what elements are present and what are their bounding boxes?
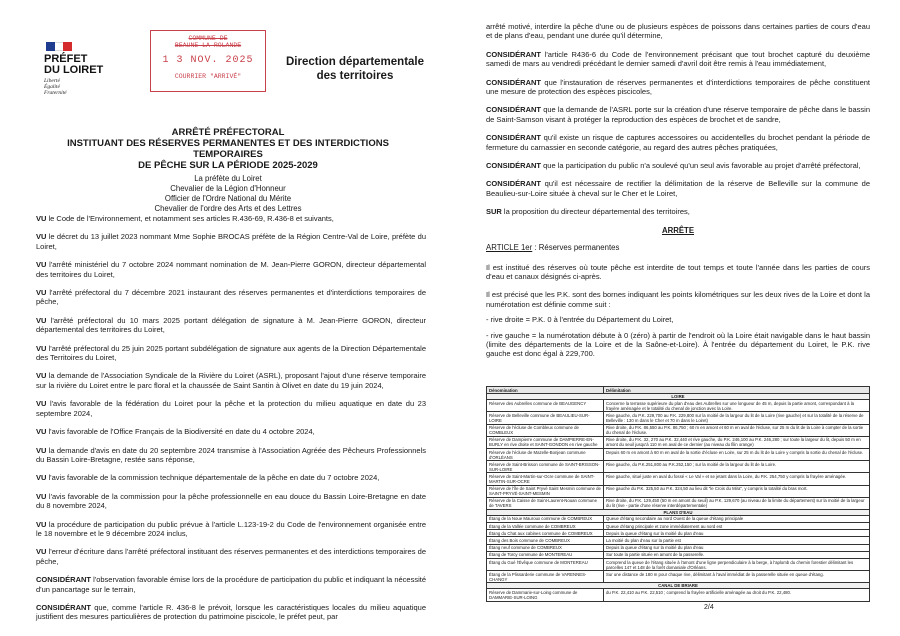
considerants-list	[486, 22, 870, 217]
paragraph	[36, 260, 426, 279]
cell-delimitation: Rive gauche, du P.K. 229,700 au P.K. 229,800 sur la moitié de la largeur du lit de la Loire (rive gauche) et sur la totalité de la réserve de Belleville : 130 m dans le Cher et 70 m dans le Loiret)	[604, 412, 870, 424]
cell-denomination: Réserve de Saint-Martin-sur-Ocre commune de SAINT-MARTIN-SUR-OCRE	[487, 473, 604, 485]
paragraph-text: l'avis favorable de la commission technique départementale de la pêche en date du 7 octobre 2024,	[46, 473, 380, 483]
table-row	[487, 551, 870, 558]
cell-denomination: Étang du Gué l'Évêque commune de MONTEREAU	[487, 559, 604, 571]
paragraph-text: l'arrêté préfectoral du 25 juin 2025 portant subdélégation de signature aux agents de la Direction Départementale des Territoires du Loiret,	[36, 343, 426, 363]
paragraph-text: la proposition du directeur départemental des territoires,	[501, 207, 690, 217]
paragraph	[36, 427, 426, 436]
paragraph-text: la procédure de participation du public prévue à l'article L.123-19-2 du Code de l'environnement organisée entre le 18 novembre et le 9 décembre 2024 inclus,	[36, 519, 426, 538]
cell-delimitation: Comprend la queue de l'étang située à l'amont d'une ligne perpendiculaire à la berge, à l'aplomb du chemin forestier délimitant les parcelles 147 et 148 de la forêt domaniale d'Orléans.	[604, 559, 870, 571]
article-1-paragraph: - rive gauche = la numérotation débute à 0 (zéro) à partir de l'endroit où la Loire était navigable dans le haut bassin (limite des départements de la Loire et de la Saône-et-Loire). À l'entrée du département du Loiret, le P.K. rive gauche est donc égal à 229,700.	[486, 330, 870, 359]
paragraph	[486, 22, 870, 41]
cell-delimitation: Rive gauche, du P.K.251,800 au P.K.252,150 ; sur la moitié de la largeur du lit de la Loire.	[604, 461, 870, 473]
cell-denomination: Étang de Torcy commune de MONTEREAU	[487, 551, 604, 558]
paragraph-keyword: VU	[36, 371, 47, 381]
table-row	[487, 497, 870, 509]
paragraph-keyword: CONSIDÉRANT	[36, 575, 92, 585]
paragraph-text: arrêté motivé, interdire la pêche d'une ou de plusieurs espèces de poissons dans certaines parties de cours d'eau et de plans d'eau, pendant une durée qu'il détermine,	[486, 22, 870, 41]
article-1-paragraph: Il est précisé que les P.K. sont des bornes indiquant les points kilométriques sur les deux rives de la Loire et dont la numérotation est définie comme suit :	[486, 290, 870, 309]
arrete-heading: ARRÊTE	[661, 225, 695, 235]
paragraph-text: la demande de l'Association Syndicale de la Rivière du Loiret (ASRL), proposant l'ajout d'une réserve temporaire sur la rivière du Loiret entre le parc floral et la chaussée de Saint Santin à Olivet en date du 19 juin 2024,	[36, 371, 426, 390]
cell-delimitation: Depuis 60 m en amont à 60 m en aval de la sortie d'écluse en Loire, sur 25 m du lit de la Loire y compris la sortie du chenal de l'écluse.	[604, 448, 870, 460]
paragraph-keyword: VU	[36, 519, 47, 529]
table-row	[487, 571, 870, 583]
cell-denomination: Étang des Bois commune de COMBREUX	[487, 537, 604, 544]
table-row	[487, 530, 870, 537]
paragraph	[36, 344, 426, 363]
paragraph	[36, 603, 426, 622]
paragraph-text: qu'il existe un risque de captures accessoires ou accidentelles du brochet pendant la période de fermeture du carnassier en seconde catégorie, au regard des autres pêches pratiquées,	[486, 133, 870, 152]
cell-denomination: Réserve de l'écluse de Combleux commune de COMBLEUX	[487, 424, 604, 436]
paragraph	[36, 473, 426, 482]
paragraph-text: l'avis favorable de l'Office Français de la Biodiversité en date du 4 octobre 2024,	[46, 427, 315, 437]
header-denomination: Dénomination	[487, 387, 604, 394]
paragraph	[36, 371, 426, 390]
section-title: LOIRE	[487, 394, 870, 400]
prefecture-name: PRÉFET DU LOIRET	[44, 53, 104, 76]
paragraph-text: l'erreur d'écriture dans l'arrêté préfectoral instituant des réserves permanentes et des interdictions temporaires de pêche,	[36, 547, 426, 566]
cell-denomination: Réserve de Dampierre commune de DAMPIERRE-EN-BURLY en rive droite et SAINT-GONDON en rive gauche	[487, 436, 604, 448]
paragraph-text: l'arrêté préfectoral du 10 mars 2025 portant délégation de signature à M. Jean-Pierre GORON, directeur départemental des territoires du Loiret,	[36, 315, 426, 335]
table-row	[487, 523, 870, 530]
cell-denomination: Étang de la Plissarderie commune de VARENNES-CHANGY	[487, 571, 604, 583]
left-column	[0, 0, 438, 636]
article-1-paragraph: Il est institué des réserves où toute pêche est interdite de tout temps et toute l'année dans les parties de cours d'eau et canaux désignés ci-après.	[486, 262, 870, 281]
table-row	[487, 485, 870, 497]
cell-denomination: Réserve de Saint-Brisson commune de SAINT-BRISSON-SUR-LOIRE	[487, 461, 604, 473]
cell-delimitation: Concerne la terrasse supérieure du plan d'eau des Aubrelles sur une longueur de 45 m, depuis la partie amont, correspondant à la frayère aménagée et le totalité du chenal de jonction avec la Loire.	[604, 400, 870, 412]
paragraph-text: qu'il est nécessaire de rectifier la délimitation de la réserve de Belleville sur la commune de Beaulieu-sur-Loire située à cheval sur le Cher et le Loiret,	[486, 179, 870, 198]
republic-motto: Liberté Égalité Fraternité	[44, 78, 67, 96]
cell-denomination: Réserve de l'écluse de Mazelle-Bonjean commune d'ORLÉANS	[487, 448, 604, 460]
paragraph-text: que, comme l'article R. 436-8 le prévoit, lorsque les caractéristiques locales du milieu aquatique justifient des mesures particulières de protection du patrimoine piscicole, le préfet peut, par	[36, 602, 426, 622]
paragraph-text: l'arrêté préfectoral du 7 décembre 2021 instaurant des réserves permanentes et d'interdictions temporaires de pêche,	[36, 288, 426, 307]
reception-stamp: COMMUNE DE BEAUNE LA ROLANDE 1 3 NOV. 2025 COURRIER "ARRIVÉ"	[150, 30, 266, 92]
paragraph-text: l'observation favorable émise lors de la procédure de participation du public et indiquant la nécessité d'un pancartage sur le terrain,	[36, 575, 426, 594]
cell-delimitation: Sur toute la partie située en amont de la passerelle.	[604, 551, 870, 558]
cell-delimitation: du P.K. 22,410 au P.K. 22,510 ; comprend la frayère artificielle aménagée au droit du P.K. 22,480.	[604, 589, 870, 601]
table-row	[487, 559, 870, 571]
table-row	[487, 544, 870, 551]
section-title: CANAL DE BRIARE	[487, 583, 870, 589]
paragraph-keyword: VU	[36, 427, 47, 437]
table-row	[487, 412, 870, 424]
paragraph	[486, 179, 870, 198]
cell-delimitation: Queue d'étang secondaire au nord Ouest de la queue d'étang principale	[604, 515, 870, 522]
paragraph	[486, 207, 870, 216]
cell-denomination: Étang du Chat aux cabines commune de COMBREUX	[487, 530, 604, 537]
paragraph-text: l'avis favorable de la fédération du Loiret pour la pêche et la protection du milieu aquatique en date du 23 septembre 2024,	[36, 399, 426, 418]
cell-denomination: Étang de la Vallée commune de COMBREUX	[487, 523, 604, 530]
paragraph	[36, 232, 426, 251]
paragraph	[36, 547, 426, 566]
paragraph-keyword: VU	[36, 232, 47, 242]
table-header-row	[487, 387, 870, 394]
paragraph-keyword: SUR	[486, 207, 502, 217]
table-row	[487, 400, 870, 412]
paragraph-keyword: CONSIDÉRANT	[486, 105, 542, 115]
paragraph-keyword: VU	[36, 315, 47, 325]
paragraph	[36, 575, 426, 594]
paragraph	[36, 399, 426, 418]
paragraph	[36, 288, 426, 307]
paragraph-text: la demande d'avis en date du 20 septembre 2024 transmise à l'Association Agréée des Pêcheurs Professionnels du Bassin Loire-Bretagne, restée sans réponse,	[36, 445, 426, 464]
paragraph-text: que la participation du public n'a soulevé qu'un seul avis favorable au projet d'arrêté préfectoral,	[541, 161, 861, 171]
cell-delimitation: Depuis la queue d'étang sur la moitié du plan d'eau	[604, 544, 870, 551]
paragraph-keyword: VU	[36, 399, 47, 409]
cell-delimitation: Depuis la queue d'étang sur la moitié du plan d'eau	[604, 530, 870, 537]
paragraph	[36, 316, 426, 335]
paragraph	[36, 520, 426, 539]
paragraph-keyword: VU	[36, 445, 47, 455]
cell-delimitation: Sur une distance de 180 m pour chaque rive, délimitant à l'aval immédiat de la passerelle située en queue d'étang.	[604, 571, 870, 583]
right-text	[486, 22, 870, 368]
visas-list	[36, 214, 426, 631]
cell-denomination: Réserve de Dammarie-sur-Loing commune de DAMMARIE-SUR-LOING	[487, 589, 604, 601]
table-row	[487, 448, 870, 460]
table-row	[487, 537, 870, 544]
cell-delimitation: La moitié du plan d'eau sur la partie est	[604, 537, 870, 544]
table-row	[487, 424, 870, 436]
cell-delimitation: Queue d'étang principale et zone immédiatement au nord est	[604, 523, 870, 530]
page-number: 2/4	[704, 604, 714, 611]
paragraph-keyword: CONSIDÉRANT	[486, 133, 542, 143]
paragraph-keyword: VU	[36, 214, 47, 223]
paragraph-text: le décret du 13 juillet 2023 nommant Mme Sophie BROCAS préfète de la Région Centre-Val de Loire, préfète du Loiret,	[36, 232, 426, 251]
header-delimitation: Délimitation	[604, 387, 870, 394]
cell-denomination: Réserve de Belleville commune de BEAULIEU-SUR-LOIRE	[487, 412, 604, 424]
paragraph-keyword: VU	[36, 288, 47, 298]
paragraph	[36, 446, 426, 465]
paragraph-text: que la demande de l'ASRL porte sur la création d'une réserve temporaire de pêche dans le bassin de Saint-Samson visant à protéger la reproduction des espèces de brochet et de sandre,	[486, 105, 870, 124]
paragraph-text: que l'instauration de réserves permanentes et d'interdictions temporaires de pêche constituent une mesure de protection des espèces piscicoles,	[486, 77, 870, 97]
article-1-heading: ARTICLE 1er : Réserves permanentes	[486, 243, 620, 253]
paragraph-keyword: CONSIDÉRANT	[36, 602, 92, 612]
cell-delimitation: Rive gauche du P.K. 325,50 au P.K. 324,50 au lieu dit "le Crois du Mira", y compris la totalité du bras mort.	[604, 485, 870, 497]
paragraph-keyword: VU	[36, 491, 47, 501]
paragraph-keyword: CONSIDÉRANT	[486, 49, 542, 59]
paragraph-text: le Code de l'Environnement, et notamment ses articles R.436-69, R.436-8 et suivants,	[46, 214, 334, 223]
section-title: PLANS D'EAU	[487, 509, 870, 515]
paragraph-keyword: VU	[36, 343, 47, 353]
paragraph	[486, 133, 870, 152]
paragraph-text: l'avis favorable de la commission pour la pêche professionnelle en eau douce du Bassin Loire-Bretagne en date du 8 novembre 2024,	[36, 491, 426, 511]
cell-delimitation: Rive droite, du P.K. 129,450 (50 m en amont du seuil) au P.K. 129,670 (au niveau de la limite du département) sur la moitié de la largeur du lit (rive - partie d'une réserve interdépartementale)	[604, 497, 870, 509]
paragraph	[486, 50, 870, 69]
table-row	[487, 473, 870, 485]
table-row	[487, 589, 870, 601]
marianne-flag-icon	[46, 42, 72, 51]
cell-delimitation: Rive gauche, situé juste en aval du fossé « Le Val » et se jetant dans la Loire, du P.K. 254,750 y compris la frayère aménagée.	[604, 473, 870, 485]
paragraph-keyword: CONSIDÉRANT	[486, 161, 542, 171]
paragraph-keyword: VU	[36, 547, 47, 557]
paragraph-text: l'article R436-6 du Code de l'environnement précisant que tout brochet capturé du deuxième samedi de mars au vendredi précédant le dernier samedi d'avril doit être remis à l'eau immédiatement,	[486, 49, 870, 69]
table-row	[487, 515, 870, 522]
paragraph	[486, 161, 870, 170]
cell-delimitation: Rive droite, du P.K. 86,550 au P.K. 86,750 ; 60 m en amont et 60 m en aval de l'écluse, sur 25 m du lit de la Loire à compter de la sortie du chenal de l'écluse.	[604, 424, 870, 436]
table-row	[487, 461, 870, 473]
right-column	[452, 0, 890, 636]
paragraph	[36, 492, 426, 511]
reserves-table	[486, 386, 870, 602]
paragraph-keyword: VU	[36, 473, 47, 483]
cell-denomination: Étang de la Noue Mauroux commune de COMBREUX	[487, 515, 604, 522]
paragraph-text: l'arrêté ministériel du 7 octobre 2024 nommant nomination de M. Jean-Pierre GORON, directeur départemental des territoires du Loiret,	[36, 260, 426, 279]
issuing-direction: Direction départementale des territoires	[285, 56, 425, 82]
table-row	[487, 436, 870, 448]
document-title: ARRÊTÉ PRÉFECTORAL INSTITUANT DES RÉSERVES PERMANENTES ET DES INTERDICTIONS TEMPORAIRES DE PÊCHE SUR LA PÉRIODE 2025-2029	[67, 127, 389, 171]
paragraph	[36, 214, 426, 223]
cell-denomination: Étang neuf commune de COMBREUX	[487, 544, 604, 551]
cell-denomination: Réserve des Aubrelles commune de BEAUGENCY	[487, 400, 604, 412]
paragraph-keyword: CONSIDÉRANT	[486, 77, 542, 87]
paragraph	[486, 105, 870, 124]
article-1-paragraph: - rive droite = P.K. 0 à l'entrée du Département du Loiret,	[486, 315, 674, 325]
cell-denomination: Réserve de la Caisse de Saint-Laurent-Nouan commune de TAVERS	[487, 497, 604, 509]
paragraph	[486, 78, 870, 97]
cell-delimitation: Rive droite, du P.K. 32, 270 au P.K. 32,440 et rive gauche, du P.K. 246,100 au P.K. 246,280 ; sur toute la largeur du lit, depuis 50 m en amont du seuil jusqu'à 110 m en aval de ce dernier (au niveau du filin orange)	[604, 436, 870, 448]
paragraph-keyword: CONSIDÉRANT	[486, 179, 542, 189]
paragraph-keyword: VU	[36, 260, 47, 270]
prefecture-logo	[44, 42, 103, 96]
cell-denomination: Réserve de l'île de Saint Pryvé Saint Mesmin commune de SAINT-PRYVÉ-SAINT-MESMIN	[487, 485, 604, 497]
prefect-intro: La préfète du Loiret Chevalier de la Légion d'Honneur Officier de l'Ordre National du Mérite Chevalier de l'ordre des Arts et des Lettres	[154, 174, 302, 213]
